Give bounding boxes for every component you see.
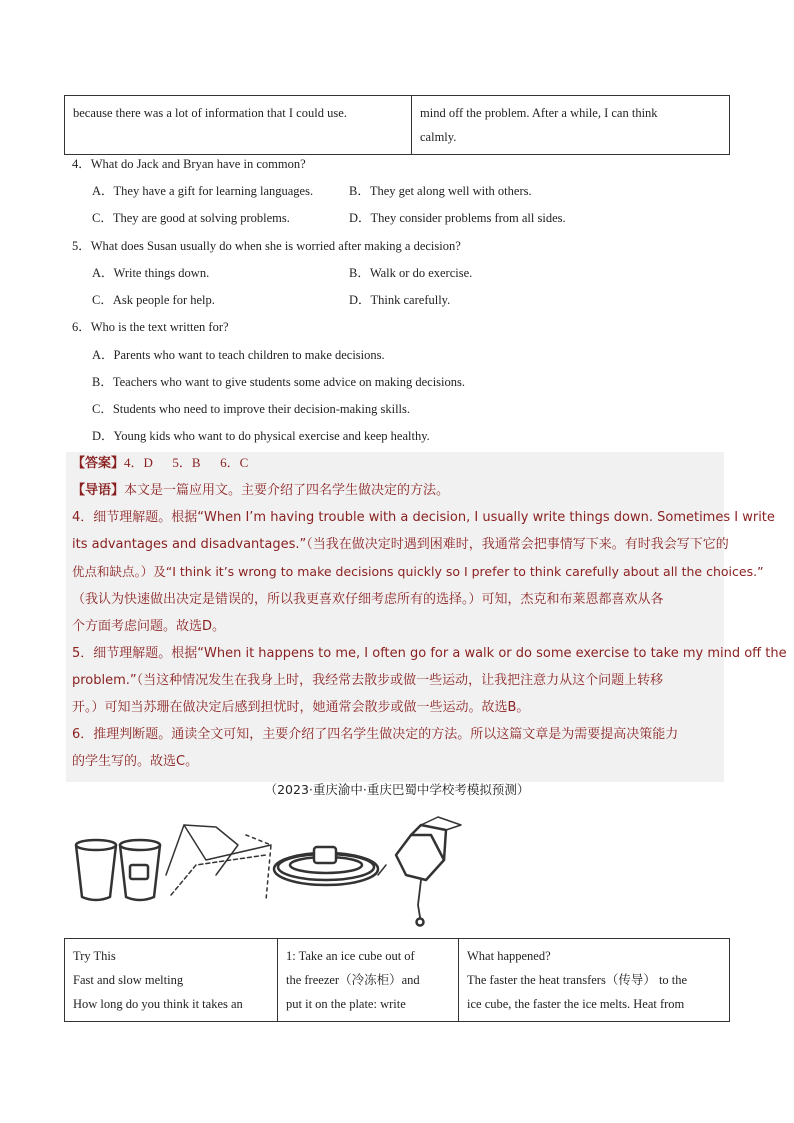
- explanation-line-9: 6．推理判断题。通读全文可知，主要介绍了四名学生做决定的方法。所以这篇文章是为需要提高决策能力: [72, 727, 679, 742]
- bottom-table-col1: [65, 939, 278, 1022]
- bottom-col2-line2: the freezer（冷冻柜）and: [286, 973, 420, 987]
- top-table-right-line1: mind off the problem. After a while, I can think: [420, 106, 658, 120]
- guide-line: [72, 481, 449, 501]
- explanation-line-4: （我认为快速做出决定是错误的，所以我更喜欢仔细考虑所有的选择。）可知，杰克和布莱恩都喜欢从各: [72, 592, 664, 607]
- bottom-col2-line3: put it on the plate: write: [286, 997, 406, 1011]
- ice-cube-on-plate-icon: [314, 847, 336, 863]
- question-6-option-c: C．Students who need to improve their decision-making skills.: [92, 402, 411, 416]
- glass-2-icon: [120, 845, 160, 900]
- bottom-table: [64, 938, 730, 1022]
- bottom-col3-line1: What happened?: [467, 949, 551, 963]
- question-5-stem: 5．What does Susan usually do when she is worried after making a decision?: [72, 239, 461, 253]
- water-stream-icon: [418, 880, 421, 917]
- bottom-col1-line1: Try This: [73, 949, 116, 963]
- bottom-col2-line1: 1: Take an ice cube out of: [286, 949, 415, 963]
- guide-text: 本文是一篇应用文。主要介绍了四名学生做决定的方法。: [124, 483, 450, 498]
- question-5-option-a: A．Write things down.: [92, 266, 210, 280]
- question-4-option-d: D．They consider problems from all sides.: [349, 211, 566, 225]
- ice-melting-illustration: [66, 805, 486, 930]
- bottom-table-col3: [459, 939, 730, 1022]
- question-6-stem: 6．Who is the text written for?: [72, 320, 229, 334]
- bottom-col3-line3: ice cube, the faster the ice melts. Heat from: [467, 997, 685, 1011]
- ice-cube-in-glass-icon: [130, 865, 148, 879]
- bottom-col3-line2: The faster the heat transfers（传导） to the: [467, 973, 688, 987]
- question-4-option-a: A．They have a gift for learning languages.: [92, 184, 314, 198]
- glass-1-icon: [76, 845, 116, 900]
- top-table-left-text: because there was a lot of information that I could use.: [73, 106, 347, 120]
- question-6-option-d: D．Young kids who want to do physical exercise and keep healthy.: [92, 429, 430, 443]
- question-5-option-c: C．Ask people for help.: [92, 293, 215, 307]
- explanation-line-5: 个方面考虑问题。故选D。: [72, 619, 226, 634]
- question-4-option-c: C．They are good at solving problems.: [92, 211, 290, 225]
- explanation-line-6: 5．细节理解题。根据“When it happens to me, I often go for a walk or do some exercise to take my mind off the: [72, 646, 787, 661]
- top-table-right-line2: calmly.: [420, 130, 457, 144]
- explanation-line-10: 的学生写的。故选C。: [72, 754, 199, 769]
- answer-line: [72, 453, 248, 474]
- guide-label: 【导语】: [72, 483, 125, 498]
- top-table: [64, 95, 730, 155]
- question-6-option-a: A．Parents who want to teach children to make decisions.: [92, 348, 385, 362]
- explanation-line-8: 开。）可知当苏珊在做决定后感到担忧时，她通常会散步或做一些运动。故选B。: [72, 700, 530, 715]
- answer-values: 4．D 5．B 6．C: [124, 455, 249, 470]
- explanation-line-1: 4．细节理解题。根据“When I’m having trouble with a decision, I usually write things down. Sometimes I write: [72, 510, 775, 525]
- question-5-option-b: B．Walk or do exercise.: [349, 266, 473, 280]
- question-5-option-d: D．Think carefully.: [349, 293, 451, 307]
- bottom-col1-line2: Fast and slow melting: [73, 973, 184, 987]
- explanation-line-3: 优点和缺点。）及“I think it’s wrong to make decisions quickly so I prefer to think carefully about all the choices.”: [72, 564, 764, 579]
- question-4-option-b: B．They get along well with others.: [349, 184, 532, 198]
- bottom-col1-line3: How long do you think it takes an: [73, 997, 243, 1011]
- explanation-line-2: its advantages and disadvantages.”（当我在做决定时遇到困难时，我通常会把事情写下来。有时我会写下它的: [72, 537, 729, 552]
- bottom-table-col2: [278, 939, 459, 1022]
- explanation-line-7: problem.”（当这种情况发生在我身上时，我经常去散步或做一些运动，让我把注意力从这个问题上转移: [72, 673, 664, 688]
- answer-label: 【答案】: [72, 456, 125, 471]
- source-citation: （2023·重庆渝中·重庆巴蜀中学校考模拟预测）: [264, 782, 530, 797]
- question-4-stem: 4．What do Jack and Bryan have in common?: [72, 157, 306, 171]
- question-6-option-b: B．Teachers who want to give students some advice on making decisions.: [92, 375, 466, 389]
- pouring-cup-icon: [396, 835, 444, 880]
- top-table-right-cell: [412, 96, 730, 155]
- top-table-left-cell: [65, 96, 412, 155]
